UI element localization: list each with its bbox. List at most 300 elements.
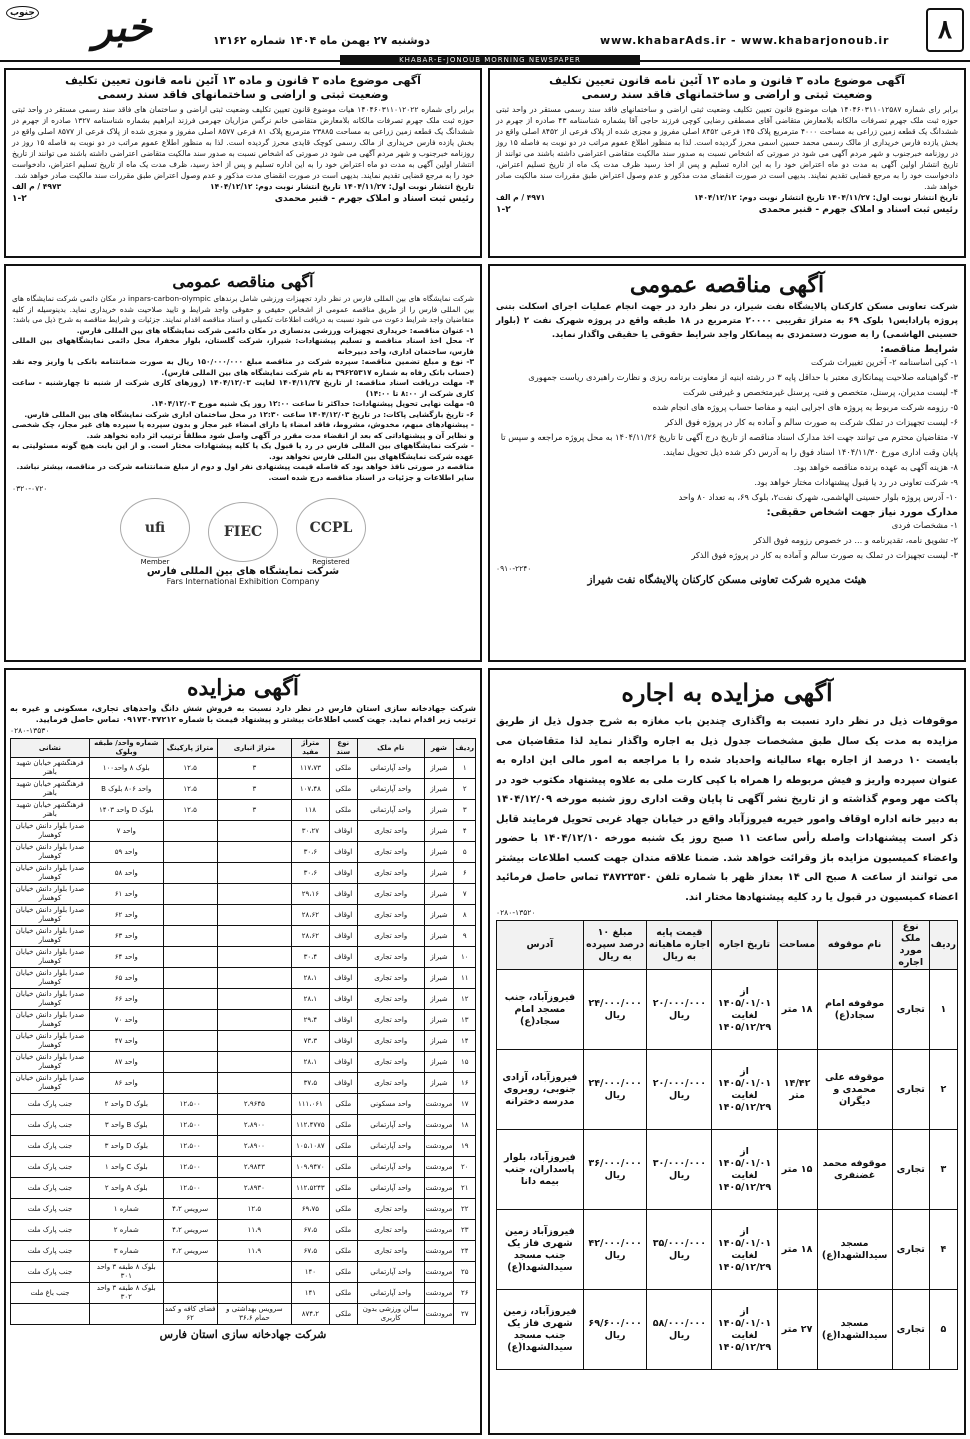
table-cell [163,926,217,947]
table-cell: واحد ۶۱ [89,884,163,905]
table-row [11,1262,476,1283]
table-cell: شماره ۱ [89,1199,163,1220]
table-cell [217,842,291,863]
table-cell: ۱۸ متر [777,1210,817,1290]
column-header: شماره واحد/ طبقه وبلوک [89,739,163,758]
table-row [11,1241,476,1262]
table-cell [217,989,291,1010]
table-cell: شیراز [424,842,454,863]
table-cell: واحد ۵۸ [89,863,163,884]
table-row [11,779,476,800]
table-cell: ۴۲/۰۰۰/۰۰۰ ریال [583,1210,647,1290]
table-cell: واحد تجاری [357,989,424,1010]
table-cell: ۱۴/۴۲ متر [777,1050,817,1130]
table-cell: ملکی [329,1283,357,1304]
table-row [11,1304,476,1325]
column-header: شهر [424,739,454,758]
rental-table [496,920,958,1370]
table-cell [163,1052,217,1073]
table-cell: ملکی [329,1094,357,1115]
table-cell: واحد تجاری [357,926,424,947]
table-cell: فرهنگشهر خیابان شهید باهنر [11,758,90,779]
table-cell: فرهنگشهر خیابان شهید باهنر [11,779,90,800]
table-cell: ۳ [454,800,476,821]
table-cell: اوقاف [329,821,357,842]
tender-title: آگهی مناقصه عمومی [172,272,314,291]
notice-body: برابر رای شماره ۱۴۰۴۶۰۳۱۱۰۱۲۰۲۲ هیات موضوع قانون تعیین تکلیف وضعیت ثبتی اراضی و ساختمان های فاقد سند رسمی مستقر در واحد ثبتی حوزه ثبت ملک جهرم تصرفات مالکانه بلامعارض متقاضی خانم نرگس مزاریان جهرمی فرزند ابراهیم بشماره شناسنامه ۱۳۲۷ صادره از جهرم در ششدانگ یک قطعه زمین زراعی به مساحت ۲۳۸۸۵ مترمربع پلاک ۸۱ فرعی ۸۵۷۷ اصلی مفروز و مجزی شده از پلاک فرعی از ۸۵۷۷ اصلی واقع در بخش یازده فارس خریداری از مالک رسمی کوچک قایدی محرز گردیده است. لذا به منظور اطلاع عموم مراتب در دو نوبت به فاصله ۱۵ روز در روزنامه خبرجنوب و شهر مردم آگهی می شود در صورتی که اشخاص نسبت به صدور سند مالکیت متقاضی اعتراضی داشته باشند می توانند از تاریخ انتشار اولین آگهی به مدت دو ماه اعتراض خود را به این اداره تسلیم و پس از اخذ رسید، ظرف مدت یک ماه از تاریخ تسلیم اعتراض، دادخواست خود را به مرجع قضایی تقدیم نمایند. بدیهی است در صورت انقضای مدت مذکور و عدم وصول اعتراض طبق مقررات سند مالکیت صادر خواهد شد. [12,105,474,180]
column-header: نام ملک [357,739,424,758]
table-cell: ملکی [329,1199,357,1220]
table-cell: جنب پارک ملت [11,1178,90,1199]
table-cell: ۱۰۷،۴۸ [292,779,329,800]
table-cell: فیروزآباد زمین شهری فاز یک جنب مسجد سیدالشهدا(ع) [497,1210,584,1290]
table-cell: اوقاف [329,1010,357,1031]
list-item: ۴- مهلت دریافت اسناد مناقصه: از تاریخ ۱۴۰۴/۱۱/۲۷ لغایت ۱۴۰۴/۱۲/۰۳ (روزهای کاری شرکت از شنبه تا چهارشنبه - ساعت کاری شرکت از ۸:۰۰ تا ۱۴:۰۰) [12,378,474,398]
registry-notice-left [4,68,482,258]
table-cell: ۲۸،۱ [292,1052,329,1073]
table-cell: ۲۰ [454,1157,476,1178]
table-cell: اوقاف [329,968,357,989]
table-cell: واحد ۷ [89,821,163,842]
table-cell: فیروزآباد، زمین شهری فاز یک جنب مسجد سیدالشهدا(ع) [497,1290,584,1370]
table-cell: اوقاف [329,1031,357,1052]
table-cell: سالن ورزشی بدون کاربری [357,1304,424,1325]
table-cell: صدرا بلوار دانش خیابان کوهسار [11,1052,90,1073]
table-cell: ۱۲،۵۰۰ [163,1157,217,1178]
table-cell: ۷۳،۳ [292,1031,329,1052]
tender-code: ۰۳۲۰-۰۷۲۰ [12,484,48,493]
table-cell: ۶۹،۷۵ [292,1199,329,1220]
table-cell: واحد ۸۰۶ بلوک B [89,779,163,800]
table-cell: واحد آپارتمانی [357,758,424,779]
table-cell: تجاری [892,1130,929,1210]
table-cell [163,1073,217,1094]
table-cell: بلوک ۸ طبقه ۳ واحد ۳۰۲ [89,1283,163,1304]
table-cell: ۱۳ [454,1010,476,1031]
table-row [11,800,476,821]
table-cell: واحد تجاری [357,1052,424,1073]
masthead [0,0,970,62]
list-item: ۱- عنوان مناقصه: خریداری تجهیزات ورزشی بدنسازی در مکان دائمی شرکت نمایشگاه های بین المللی فارس. [76,325,474,335]
table-cell: جنب باغ ملت [11,1283,90,1304]
table-cell: مسجد سیدالشهدا(ع) [817,1210,892,1290]
notice-body: برابر رای شماره ۱۴۰۴۶۰۳۱۱۰۱۲۵۸۷ هیات موضوع قانون تعیین تکلیف وضعیت ثبتی اراضی و ساختمانهای فاقد سند رسمی مستقر در واحد ثبتی حوزه ثبت ملک جهرم تصرفات مالکانه بلامعارض متقاضی آقای مصطفی رضایی کوچی فرزند حاجی آقا بشماره شناسنامه ۴۳ صادره از جهرم در ششدانگ یک قطعه زمین زراعی به مساحت ۴۰۰۰ مترمربع پلاک ۱۴۵ فرعی ۸۴۵۲ اصلی مفروز و مجزی شده از پلاک فرعی از ۸۴۵۲ اصلی واقع در بخش یازده فارس خریداری از مالک رسمی محمد حسین اسمی محرز گردیده است. لذا به منظور اطلاع عموم مراتب در دو نوبت به فاصله ۱۵ روز در روزنامه خبرجنوب و شهر مردم آگهی می شود در صورتی که اشخاص نسبت به صدور سند مالکیت متقاضی اعتراضی داشته باشند می توانند از تاریخ انتشار اولین آگهی به مدت دو ماه اعتراض خود را به این اداره تسلیم و پس از اخذ رسید ظرف مدت یک ماه از تاریخ تسلیم اعتراض، دادخواست خود را به مرجع قضایی تقدیم نمایند. بدیهی است در صورت انقضای مدت مذکور و عدم وصول اعتراض طبق مقررات سند مالکیت صادر خواهد شد. [496,105,958,191]
list-item: ۸- هزینه آگهی به عهده برنده مناقصه خواهد بود. [793,462,958,472]
table-cell: صدرا بلوار دانش خیابان کوهسار [11,926,90,947]
table-cell: شیراز [424,1031,454,1052]
table-cell: واحد آپارتمانی [357,800,424,821]
table-cell: ۲۸،۶۲ [292,926,329,947]
table-cell: ۹ [454,926,476,947]
table-cell: ۳ [929,1130,957,1210]
table-row [11,1157,476,1178]
table-cell [217,884,291,905]
tender-intro: شرکت تعاونی مسکن کارکنان پالایشگاه نفت شیراز، در نظر دارد در جهت انجام عملیات اجرای اسکلت بتنی پروژه پارادایس۱ بلوک ۶۹ به متراژ تقریبی ۲۰۰۰۰ مترمربع در ۱۸ طبقه واقع در پروژه شهرک نفت ۲ (بلوار حسینی الهاشمی) را به صورت دستمزدی به پیمانکار واجد شرایط حقوقی یا حقیقی واگذار نماید. [496,302,958,340]
list-item: ۳- گواهینامه صلاحیت پیمانکاری معتبر با حداقل پایه ۳ در رشته ابنیه از معاونت برنامه ریزی و نظارت راهبردی ریاست جمهوری [528,372,958,382]
table-cell [163,821,217,842]
table-row [11,926,476,947]
table-cell: ۲۰/۰۰۰/۰۰۰ ریال [647,970,712,1050]
table-cell: واحد ۴۷ [89,1031,163,1052]
logo-sub: جنوب [6,6,39,20]
table-cell: ۳ [217,758,291,779]
table-cell: واحد ۸۷ [89,1052,163,1073]
table-cell: واحد ۶۲ [89,905,163,926]
table-cell: واحد تجاری [357,947,424,968]
issue-date: دوشنبه ۲۷ بهمن ماه ۱۴۰۴ شماره ۱۳۱۶۲ [212,34,430,47]
table-cell: ۳۵/۰۰۰/۰۰۰ ریال [647,1210,712,1290]
table-cell: واحد ۸۶ [89,1073,163,1094]
documents-title: مدارک مورد نیاز جهت اشخاص حقیقی: [766,507,958,518]
table-cell: واحد تجاری [357,1031,424,1052]
company-name-fa: شرکت نمایشگاه های بین المللی فارس [146,566,340,577]
column-header: نوع ملک مورد اجاره [892,921,929,970]
table-row [11,1178,476,1199]
tender-code: ۰۹۱۰-۲۲۴۰ [496,564,532,573]
table-cell: از ۱۴۰۵/۰۱/۰۱ لغایت ۱۴۰۵/۱۲/۲۹ [712,1050,777,1130]
table-cell [163,989,217,1010]
table-row [497,1210,958,1290]
table-cell: مرودشت [424,1178,454,1199]
table-cell: واحد تجاری [357,905,424,926]
table-cell: ۱۴۰ [292,1262,329,1283]
table-cell: صدرا بلوار دانش خیابان کوهسار [11,989,90,1010]
table-cell [163,842,217,863]
notice-title: آگهی موضوع ماده ۳ قانون و ماده ۱۳ آئین نامه قانون تعیین تکلیف [549,74,905,87]
table-cell: ملکی [329,1220,357,1241]
column-header: متراژ مفید [292,739,329,758]
table-row [497,1050,958,1130]
table-cell: شیراز [424,1010,454,1031]
table-row [11,1031,476,1052]
table-row [11,947,476,968]
table-cell: فیروزآباد، بلوار پاسداران، جنب بیمه دانا [497,1130,584,1210]
table-cell: اوقاف [329,863,357,884]
table-cell: ملکی [329,1136,357,1157]
table-cell [163,1010,217,1031]
table-cell: مرودشت [424,1136,454,1157]
table-cell: ۱۱۲،۵۲۴۳ [292,1178,329,1199]
table-cell: ملکی [329,1115,357,1136]
table-cell [163,884,217,905]
auction-notice-endowment [488,668,966,1435]
fiec-logo: FIEC [208,502,278,562]
table-cell: ۴ [454,821,476,842]
table-cell: ۶۷،۵ [292,1220,329,1241]
table-cell: صدرا بلوار دانش خیابان کوهسار [11,968,90,989]
table-cell: شیراز [424,884,454,905]
table-cell: شیراز [424,758,454,779]
table-cell: ۱۰۹،۹۴۷۰ [292,1157,329,1178]
table-cell: موقوفه علی محمدی و دیگران [817,1050,892,1130]
list-item: ۶- تاریخ بازگشایی پاکات: در تاریخ ۱۴۰۴/۱۲/۰۳ ساعت ۱۲:۳۰ در محل ساختمان اداری شرکت نمایشگاه های بین المللی فارس. [24,409,474,419]
table-cell: واحد مسکونی [357,1094,424,1115]
table-cell: ۱۵ متر [777,1130,817,1210]
table-cell: واحد ۵۹ [89,842,163,863]
notice-code: ۴۹۷۳ / م الف [12,182,62,191]
tender-title: آگهی مناقصه عمومی [629,272,825,298]
table-cell: واحد آپارتمانی [357,1136,424,1157]
table-cell: مرودشت [424,1199,454,1220]
table-row [11,821,476,842]
table-cell: شیراز [424,1073,454,1094]
table-cell: صدرا بلوار دانش خیابان کوهسار [11,821,90,842]
notice-tag: ۱-۲ [12,194,27,204]
table-cell: ۱۷ [454,1094,476,1115]
table-cell: ۱۱،۹ [217,1220,291,1241]
notice-dates: تاریخ انتشار نوبت اول: ۱۴۰۴/۱۱/۲۷ تاریخ انتشار نوبت دوم: ۱۴۰۴/۱۲/۱۲ [693,193,958,202]
table-cell: شیراز [424,1052,454,1073]
table-cell: واحد آپارتمانی [357,1283,424,1304]
table-cell: واحد تجاری [357,863,424,884]
table-cell: شیراز [424,968,454,989]
table-cell: ۱۱۱،۰۶۱ [292,1094,329,1115]
table-cell [217,926,291,947]
table-cell: مرودشت [424,1262,454,1283]
table-cell: ۲ [454,779,476,800]
table-cell: مسجد سیدالشهدا(ع) [817,1290,892,1370]
table-header [497,921,958,970]
table-cell: ۱۱۷،۷۳ [292,758,329,779]
tender-notice-exhibition [4,264,482,662]
table-cell: ۵ [929,1290,957,1370]
table-cell: واحد تجاری [357,1241,424,1262]
company-name-en: Fars International Exhibition Company [166,577,320,586]
column-header: آدرس [497,921,584,970]
table-cell: ۸۷۴،۲ [292,1304,329,1325]
table-cell: ۲۸،۱ [292,989,329,1010]
table-cell: مرودشت [424,1157,454,1178]
masthead-band: KHABAR-E-JONOUB MORNING NEWSPAPER [340,55,640,65]
sponsor-logos [12,498,474,566]
auction-footer: شرکت جهادخانه سازی استان فارس [159,1328,327,1341]
table-cell: صدرا بلوار دانش خیابان کوهسار [11,1073,90,1094]
table-cell: ۱۲،۵ [163,779,217,800]
table-cell: جنب پارک ملت [11,1199,90,1220]
table-cell: شیراز [424,821,454,842]
notice-subtitle: وضعیت ثبتی و اراضی و ساختمانهای فاقد سند رسمی [97,88,389,101]
table-row [497,1130,958,1210]
table-cell: ۷ [454,884,476,905]
table-cell: ۲۰/۰۰۰/۰۰۰ ریال [647,1050,712,1130]
table-cell: تجاری [892,1210,929,1290]
list-item: - شرکت نمایشگاههای بین المللی فارس در رد یا قبول یک یا کلیه پیشنهادات مختار است. و از این بابت هیچ گونه مسئولیتی به عهده شرکت نمایشگاههای بین المللی فارس نخواهد بود. [12,441,474,461]
table-cell: شیراز [424,863,454,884]
table-cell: از ۱۴۰۵/۰۱/۰۱ لغایت ۱۴۰۵/۱۲/۲۹ [712,1290,777,1370]
table-row [11,905,476,926]
table-row [11,1052,476,1073]
list-item: ۱- مشخصات فردی [891,520,958,530]
table-row [11,1220,476,1241]
table-cell: جنب پارک ملت [11,1220,90,1241]
registry-notice-right [488,68,966,258]
table-cell: ۲۷ [454,1304,476,1325]
table-cell: ۱۱۲،۴۷۷۵ [292,1115,329,1136]
table-cell: شیراز [424,926,454,947]
table-cell: شیراز [424,947,454,968]
table-cell: ۶ [454,863,476,884]
notice-title: آگهی موضوع ماده ۳ قانون و ماده ۱۳ آئین نامه قانون تعیین تکلیف [65,74,421,87]
table-row [11,968,476,989]
table-cell: ۲۳ [454,1220,476,1241]
list-item: ۷- متقاضیان محترم می توانند جهت اخذ مدارک اسناد مناقصه از تاریخ درج آگهی تا تاریخ ۱۴۰۴/۱۱/۲۶ به محل پروژه مراجعه و سپس تا پایان وقت اداری مورخ ۱۴۰۴/۱۱/۳۰ اسناد فوق را به آدرس ذکر شده ذیل تحویل نمایند. [500,432,958,457]
table-cell: سرویس ۴،۲ [163,1241,217,1262]
table-cell [217,821,291,842]
table-cell: اوقاف [329,947,357,968]
auction-table [10,738,476,1325]
auction-body: موقوفات ذیل در نظر دارد نسبت به واگذاری چندین باب مغازه به شرح جدول ذیل از طریق مزایده به مدت یک سال طبق مشخصات جدول ذیل به اجاره واگذار نماید لذا متقاضیان می بایست ۱۰ درصد از اجاره بهاء سالیانه واحدیاد شده را با مراجعه به امور مالی این اداره به عنوان سپرده واریز و فیش مربوطه را همراه با کپی کارت ملی به علاوه پیشنهاد مکتوب خود در پاکت مهر وموم گذاشته و از تاریخ نشر آگهی تا پایان وقت اداری روز شنبه مورخه ۱۴۰۴/۱۲/۰۹ به دبیر خانه اداره اوقاف وامور خیریه فیروزآباد واقع در خیابان جهاد غربی تحویل فرمایند قابل ذکر است پیشنهادات واصله رأس ساعت ۱۱ صبح روز یک شنبه مورخه ۱۴۰۴/۱۲/۱۰ با حضور واعضاء کمیسیون مزایده باز وقرائت خواهد شد. ضمنا علاقه مندان جهت کسب اطلاعات بیشتر می توانند از ساعت ۸ صبح الی ۱۴ بعداز ظهر با شماره تلفن ۳۸۷۲۳۵۳۰ تماس حاصل فرمائید اعضاء کمیسیون در قبول یا رد کلیه پیشنهادها مختار اند. [496,716,959,903]
table-cell [11,1304,90,1325]
table-cell: ۲،۸۹۰۰ [217,1136,291,1157]
table-cell: ۱۲،۵۰۰ [163,1136,217,1157]
table-cell: ۳۶/۰۰۰/۰۰۰ ریال [583,1130,647,1210]
table-cell: ۲،۹۸۴۳ [217,1157,291,1178]
table-row [11,1073,476,1094]
table-cell: جنب پارک ملت [11,1241,90,1262]
logo-text: خبر [93,4,152,51]
table-cell: اوقاف [329,1073,357,1094]
list-item: ۹- شرکت تعاونی در رد یا قبول پیشنهادات مختار خواهد بود. [754,477,958,487]
logo-caption: Member [140,558,170,566]
table-cell: سرویس ۴،۲ [163,1199,217,1220]
table-cell: واحد تجاری [357,821,424,842]
newspaper-logo [6,2,156,54]
table-cell: ۵۸/۰۰۰/۰۰۰ ریال [647,1290,712,1370]
table-cell [163,947,217,968]
website-links[interactable]: www.khabarAds.ir - www.khabarjonoub.ir [600,34,890,47]
table-row [11,1094,476,1115]
table-cell [217,1031,291,1052]
table-cell: بلوک B واحد ۳ [89,1115,163,1136]
table-cell: جنب پارک ملت [11,1115,90,1136]
table-cell: مرودشت [424,1220,454,1241]
table-cell: ۳ [217,800,291,821]
table-cell: ملکی [329,1304,357,1325]
list-item: سایر اطلاعات و جزئیات در اسناد مناقصه درج شده است. [268,472,474,482]
conditions-title: شرایط مناقصه: [880,344,958,355]
table-cell: تجاری [892,970,929,1050]
tender-signature: هیئت مدیره شرکت تعاونی مسکن کارکنان پالایشگاه نفت شیراز [587,574,867,586]
table-cell: واحد ۶۴ [89,947,163,968]
table-cell [217,947,291,968]
table-cell: ۱۱ [454,968,476,989]
table-cell: ۱ [454,758,476,779]
column-header: متراژ پارکینگ [163,739,217,758]
table-cell: ۲ [929,1050,957,1130]
auction-code: ۰۲۸۰-۱۳۵۲۰ [496,908,536,917]
table-cell: ۱۸ متر [777,970,817,1050]
table-cell: واحد آپارتمانی [357,1178,424,1199]
table-row [11,842,476,863]
column-header: تاریخ اجاره [712,921,777,970]
table-cell [163,1283,217,1304]
table-cell: تجاری [892,1050,929,1130]
table-cell: تجاری [892,1290,929,1370]
table-row [11,863,476,884]
table-cell [217,905,291,926]
table-cell: اوقاف [329,989,357,1010]
table-row [11,758,476,779]
table-cell: از ۱۴۰۵/۰۱/۰۱ لغایت ۱۴۰۵/۱۲/۲۹ [712,1130,777,1210]
table-cell: از ۱۴۰۵/۰۱/۰۱ لغایت ۱۴۰۵/۱۲/۲۹ [712,970,777,1050]
table-cell: ۱ [929,970,957,1050]
table-cell: ۱۲ [454,989,476,1010]
column-header: مساحت [777,921,817,970]
table-cell: ۸ [454,905,476,926]
table-cell: ۱۸ [454,1115,476,1136]
table-cell: اوقاف [329,842,357,863]
table-row [11,1199,476,1220]
table-cell: مرودشت [424,1241,454,1262]
table-cell: اوقاف [329,905,357,926]
table-cell: ۲۱ [454,1178,476,1199]
tender-notice-refinery [488,264,966,662]
table-cell: ملکی [329,758,357,779]
table-cell: ۳۰،۲۷ [292,821,329,842]
table-row [497,970,958,1050]
list-item: ۱- کپی اساسنامه ۲- آخرین تغییرات شرکت [810,357,958,367]
table-row [497,1290,958,1370]
table-cell: ۶۷،۵ [292,1241,329,1262]
table-cell: واحد تجاری [357,968,424,989]
table-cell: ۲۸،۱ [292,968,329,989]
table-cell: صدرا بلوار دانش خیابان کوهسار [11,947,90,968]
table-cell: ۱۴۱ [292,1283,329,1304]
table-cell [217,1010,291,1031]
auction-intro: شرکت جهادخانه سازی استان فارس در نظر دارد نسبت به فروش شش دانگ واحدهای تجاری، مسکونی و غیره به ترتیب زیر اقدام نماید. جهت کسب اطلاعات بیشتر و پیشنهاد قیمت با شماره ۰۹۱۷۳۰۳۷۲۱۲ تماس حاصل فرمایید. [10,704,476,724]
notice-signature: رئیس ثبت اسناد و املاک جهرم - قنبر محمدی [274,194,474,204]
table-row [11,1115,476,1136]
table-cell: ۱۲،۵ [163,800,217,821]
table-cell: ملکی [329,1178,357,1199]
list-item: ۵- رزومه شرکت مربوط به پروژه های اجرایی ابنیه و مفاصا حساب پروژه های انجام شده [652,402,958,412]
table-header [11,739,476,758]
table-cell: مرودشت [424,1304,454,1325]
table-cell: موقوفه امام سجاد(ع) [817,970,892,1050]
table-cell [163,863,217,884]
table-cell [217,1073,291,1094]
table-cell: ۳۰،۶ [292,863,329,884]
table-cell: ۳۷،۵ [292,1073,329,1094]
column-header: نام موقوفه [817,921,892,970]
table-cell: ۲۴/۰۰۰/۰۰۰ ریال [583,970,647,1050]
table-cell: واحد آپارتمانی [357,1115,424,1136]
table-cell: صدرا بلوار دانش خیابان کوهسار [11,884,90,905]
notice-signature: رئیس ثبت اسناد و املاک جهرم - قنبر محمدی [758,205,958,215]
table-cell: صدرا بلوار دانش خیابان کوهسار [11,1010,90,1031]
table-cell: مرودشت [424,1115,454,1136]
table-cell: واحد تجاری [357,1220,424,1241]
list-item: ۴- لیست مدیران، پرسنل، متخصص و فنی، پرسنل غیرمتخصص و غیرفنی شرکت [682,387,958,397]
list-item: - پیشنهادهای مبهم، مخدوش، مشروط، فاقد امضاء یا دارای امضاء غیر مجاز و بدون سپرده یا سپرده های غیر مجاز، چک شخصی و نظایر آن و پیشنهاداتی که بعد از انقضاء مدت مقرر در آگهی واصل شود مطلقاً ترتیب اثر داده نخواهد شد. [12,420,474,440]
table-cell: ۱۲،۵۰۰ [163,1115,217,1136]
ufi-logo: ufi [120,498,190,558]
table-cell: واحد ۶۳ [89,926,163,947]
column-header: ردیف [929,921,957,970]
table-cell: ۲۴/۰۰۰/۰۰۰ ریال [583,1050,647,1130]
table-cell: اوقاف [329,926,357,947]
table-cell: جنب پارک ملت [11,1094,90,1115]
table-cell: ۲۴ [454,1241,476,1262]
table-cell: ۴ [929,1210,957,1290]
conditions-list [496,355,958,505]
ccpl-logo: CCPL [296,498,366,558]
table-cell: ۱۲،۵۰۰ [163,1094,217,1115]
table-cell: ۵ [454,842,476,863]
table-cell: جنب پارک ملت [11,1136,90,1157]
table-cell: ملکی [329,1241,357,1262]
list-item: ۲- محل اخذ اسناد مناقصه و تسلیم پیشنهادات: شیراز، شرکت گلستان، بلوار مخفرا، محل دائمی نمایشگاههای بین المللی فارس، ساختمان اداری، واحد دبیرخانه [12,336,474,356]
